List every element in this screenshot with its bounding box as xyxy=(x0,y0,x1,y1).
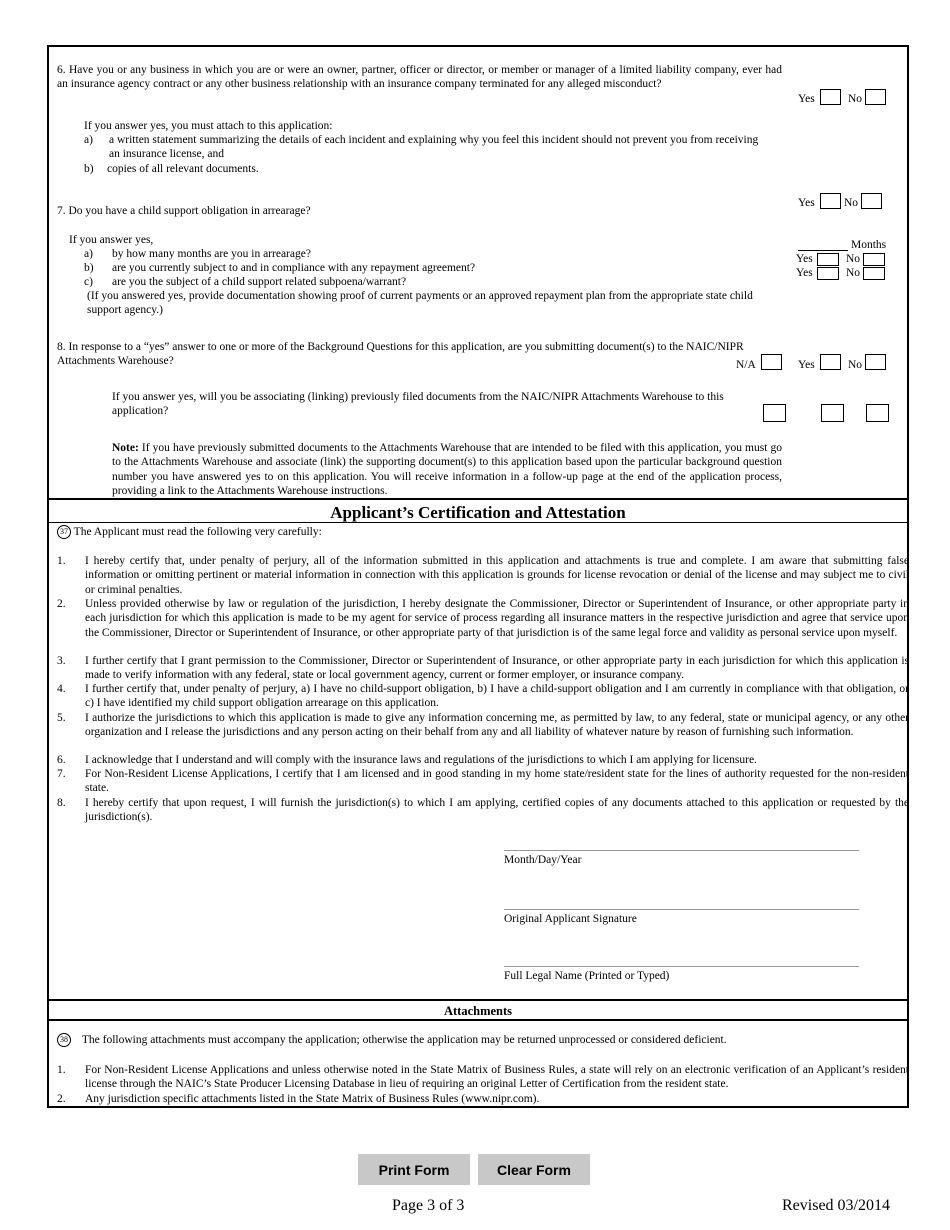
q8-followup-yes-checkbox[interactable] xyxy=(821,404,844,422)
q7-yes-label: Yes xyxy=(798,197,815,209)
signature-label: Original Applicant Signature xyxy=(504,913,637,925)
q8-note-text: If you have previously submitted documents to the Attachments Warehouse that are intended to be filed with this application, you must go to the Attachments Warehouse and associate (link) the supporting document(s) to this application based upon the particular background question number you have answered yes to on this application. You will receive information in a follow-up page at the end of the application process, providing a link to the Attachments Warehouse instructions. xyxy=(112,442,782,498)
item-number: 8. xyxy=(57,797,66,809)
q7-months-label: Months xyxy=(851,239,887,251)
item-text: I hereby certify that upon request, I will furnish the jurisdiction(s) to which I am applying, certified copies of any documents attached to this application or requested by the jurisdiction(s). xyxy=(85,797,909,824)
section-divider xyxy=(49,999,907,1001)
q7b-no-label: No xyxy=(846,253,861,265)
item-text: I further certify that I grant permission to the Commissioner, Director or Superintendent of Insurance, or other appropriate party in each jurisdiction for which this application is made to verify information with any federal, state or local government agency, current or former employer, or insurance company. xyxy=(85,655,909,682)
item-number: 6. xyxy=(57,754,66,766)
item-text: Any jurisdiction specific attachments listed in the State Matrix of Business Rules (www.nipr.com). xyxy=(85,1093,540,1105)
item-number: 5. xyxy=(57,712,66,724)
q7-c-text: are you the subject of a child support related subpoena/warrant? xyxy=(112,276,407,288)
q7-b-text: are you currently subject to and in compliance with any repayment agreement? xyxy=(112,262,476,274)
certification-intro-row xyxy=(57,525,322,539)
q7-yes-checkbox[interactable] xyxy=(820,193,841,209)
q6-a-text: a written statement summarizing the details of each incident and explaining why you feel this incident should not prevent you from receiving an insurance license, and xyxy=(109,134,759,161)
q7c-no-checkbox[interactable] xyxy=(863,267,885,280)
full-name-field[interactable] xyxy=(504,966,859,967)
item-text: For Non-Resident License Applications, I certify that I am licensed and in good standing in my home state/resident state for the lines of authority requested for the non-resident state. xyxy=(85,768,909,795)
q6-intro: If you answer yes, you must attach to this application: xyxy=(84,120,333,132)
certification-item xyxy=(57,711,909,740)
certification-item xyxy=(57,753,909,767)
item-text: I acknowledge that I understand and will comply with the insurance laws and regulations of the jurisdictions to which I am applying for licensure. xyxy=(85,754,757,766)
certification-item xyxy=(57,554,909,597)
q8-no-checkbox[interactable] xyxy=(865,354,886,370)
q8-note-label: Note: xyxy=(112,442,139,454)
q7c-yes-checkbox[interactable] xyxy=(817,267,839,280)
attachments-marker: 38 xyxy=(57,1033,71,1047)
item-number: 7. xyxy=(57,768,66,780)
q7-question: 7. Do you have a child support obligation in arrearage? xyxy=(57,205,311,217)
q7-no-label: No xyxy=(844,197,859,209)
q6-b-marker: b) xyxy=(84,163,94,175)
q6-b-text: copies of all relevant documents. xyxy=(107,163,259,175)
q7-note: (If you answered yes, provide documentation showing proof of current payments or an approved repayment plan from the appropriate state child support agency.) xyxy=(87,290,753,317)
q7-a-text: by how many months are you in arrearage? xyxy=(112,248,311,260)
q8-followup: If you answer yes, will you be associating (linking) previously filed documents from the NAIC/NIPR Attachments Warehouse to this application? xyxy=(112,391,724,418)
attachments-intro: The following attachments must accompany the application; otherwise the application may be returned unprocessed or considered deficient. xyxy=(81,1034,727,1046)
item-text: I further certify that, under penalty of perjury, a) I have no child-support obligation, b) I have a child-support obligation and I am currently in compliance with that obligation, or c) I have identified my child support obligation arrearage on this application. xyxy=(85,683,909,710)
q7c-no-label: No xyxy=(846,267,861,279)
page-number: Page 3 of 3 xyxy=(392,1197,465,1214)
q6-question: 6. Have you or any business in which you are or were an owner, partner, officer or director, or member or manager of a limited liability company, ever had an insurance agency contract or any other business relationship with an insurance company terminated for any alleged misconduct? xyxy=(57,64,782,91)
certification-item xyxy=(57,597,909,640)
certification-marker: 37 xyxy=(57,525,71,539)
q8-followup-no-checkbox[interactable] xyxy=(866,404,889,422)
q7-no-checkbox[interactable] xyxy=(861,193,882,209)
item-text: I hereby certify that, under penalty of perjury, all of the information submitted in this application and attachments is true and complete. I am aware that submitting false information or omitting pertinent or material information in connection with this application is grounds for license revocation or denial of the license and may subject me to civil or criminal penalties. xyxy=(85,555,909,596)
certification-item xyxy=(57,767,909,796)
section-divider xyxy=(49,1019,907,1021)
attachments-title: Attachments xyxy=(443,1004,513,1018)
q7b-yes-checkbox[interactable] xyxy=(817,253,839,266)
full-name-label: Full Legal Name (Printed or Typed) xyxy=(504,970,670,982)
q6-no-checkbox[interactable] xyxy=(865,89,886,105)
q7-c-marker: c) xyxy=(84,276,93,288)
item-number: 1. xyxy=(57,1064,66,1076)
item-text: Unless provided otherwise by law or regulation of the jurisdiction, I hereby designate the Commissioner, Director or Superintendent of Insurance, or other appropriate party in each jurisdiction for which this application is made to be my agent for service of process regarding all insurance matters in the respective jurisdiction and agree that service upon the Commissioner, Director or Superintendent of Insurance, or other appropriate party of that jurisdiction is of the same legal force and validity as personal service upon myself. xyxy=(85,598,909,639)
item-text: For Non-Resident License Applications and unless otherwise noted in the State Matrix of Business Rules, a state will rely on an electronic verification of an Applicant’s resident license through the NAIC’s State Producer Licensing Database in lieu of requiring an original Letter of Certification from the resident state. xyxy=(85,1064,909,1091)
q8-question: 8. In response to a “yes” answer to one or more of the Background Questions for this application, are you submitting document(s) to the NAIC/NIPR Attachments Warehouse? xyxy=(57,341,744,368)
attachments-intro-row xyxy=(57,1033,727,1047)
signature-field[interactable] xyxy=(504,909,859,910)
q7-b-marker: b) xyxy=(84,262,94,274)
q6-a-marker: a) xyxy=(84,134,93,146)
q7c-yes-label: Yes xyxy=(796,267,813,279)
certification-item xyxy=(57,654,909,683)
q8-followup-na-checkbox[interactable] xyxy=(763,404,786,422)
q8-na-checkbox[interactable] xyxy=(761,354,782,370)
clear-form-button[interactable]: Clear Form xyxy=(478,1154,590,1185)
section-divider xyxy=(49,522,907,523)
section-divider xyxy=(49,498,907,500)
q8-yes-label: Yes xyxy=(798,359,815,371)
item-text: I authorize the jurisdictions to which this application is made to give any information concerning me, as permitted by law, to any federal, state or municipal agency, or any other organization and I release the jurisdictions and any person acting on their behalf from any and all liability of whatever nature by reason of furnishing such information. xyxy=(85,712,909,739)
q8-yes-checkbox[interactable] xyxy=(820,354,841,370)
attachment-item xyxy=(57,1063,909,1092)
q8-note xyxy=(112,441,782,499)
certification-item xyxy=(57,796,909,825)
attachment-item xyxy=(57,1092,909,1106)
certification-item xyxy=(57,682,909,711)
q7b-yes-label: Yes xyxy=(796,253,813,265)
q7b-no-checkbox[interactable] xyxy=(863,253,885,266)
certification-intro: The Applicant must read the following very carefully: xyxy=(73,526,322,538)
print-form-button[interactable]: Print Form xyxy=(358,1154,470,1185)
q8-no-label: No xyxy=(848,359,863,371)
item-number: 1. xyxy=(57,555,66,567)
item-number: 2. xyxy=(57,1093,66,1105)
item-number: 2. xyxy=(57,598,66,610)
item-number: 4. xyxy=(57,683,66,695)
form-frame xyxy=(47,45,909,1108)
q6-yes-label: Yes xyxy=(798,93,815,105)
item-number: 3. xyxy=(57,655,66,667)
certification-title: Applicant’s Certification and Attestation xyxy=(330,503,626,522)
q6-no-label: No xyxy=(848,93,863,105)
date-field[interactable] xyxy=(504,850,859,851)
q7-a-marker: a) xyxy=(84,248,93,260)
q7-months-field[interactable] xyxy=(798,250,848,251)
date-label: Month/Day/Year xyxy=(504,854,582,866)
q7-intro: If you answer yes, xyxy=(69,234,154,246)
q6-yes-checkbox[interactable] xyxy=(820,89,841,105)
revision-date: Revised 03/2014 xyxy=(782,1197,890,1214)
q8-na-label: N/A xyxy=(736,359,756,371)
